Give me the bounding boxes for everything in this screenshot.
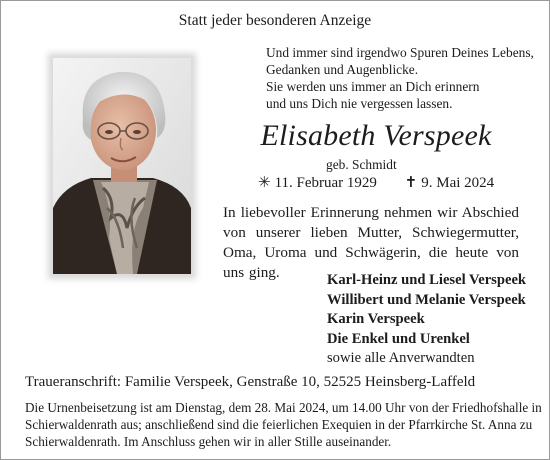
portrait-illustration	[53, 58, 191, 274]
mourning-address: Traueranschrift: Familie Verspeek, Genstraße 10, 52525 Heinsberg-Laffeld	[25, 374, 476, 390]
poem-line: Sie werden uns immer an Dich erinnern	[266, 79, 480, 94]
mourners-list	[327, 271, 526, 369]
birth-date: 11. Februar 1929	[274, 175, 377, 191]
poem-line: Und immer sind irgendwo Spuren Deines Lebens,	[266, 45, 534, 60]
birth-name: geb. Schmidt	[326, 157, 397, 172]
funeral-notice	[25, 399, 542, 450]
mourner-name: Willibert und Melanie Verspeek	[327, 291, 526, 308]
death-date: 9. Mai 2024	[421, 175, 495, 191]
deceased-name: Elisabeth Verspeek	[260, 119, 492, 152]
poem	[266, 44, 534, 112]
farewell-message: In liebevoller Erinnerung nehmen wir Abschied von unserer lieben Mutter, Schwiegermutter, Oma, Uroma und Schwägerin, die heute von uns ging.	[223, 204, 519, 281]
life-dates	[258, 173, 494, 192]
death-cross-icon: ✝	[404, 175, 418, 191]
poem-line: Gedanken und Augenblicke.	[266, 62, 419, 77]
mourner-name: Die Enkel und Urenkel	[327, 330, 470, 347]
notice-line: Die Urnenbeisetzung ist am Dienstag, dem 28. Mai 2024, um 14.00 Uhr von der Friedhofshalle in	[25, 400, 542, 415]
notice-line: Schierwaldenrath. Im Anschluss gehen wir in aller Stille auseinander.	[25, 434, 392, 449]
birth-star-icon: ✳	[258, 175, 271, 191]
mourner-name: Karin Verspeek	[327, 311, 425, 327]
header-notice: Statt jeder besonderen Anzeige	[178, 12, 372, 29]
poem-line: und uns Dich nie vergessen lassen.	[266, 96, 453, 111]
portrait-photo	[53, 58, 191, 274]
mourners-closing: sowie alle Anverwandten	[327, 350, 475, 366]
notice-line: Schierwaldenrath aus; anschließend sind die feierlichen Exequien in der Pfarrkirche St. Anna zu	[25, 417, 533, 432]
mourner-name: Karl-Heinz und Liesel Verspeek	[327, 272, 527, 288]
